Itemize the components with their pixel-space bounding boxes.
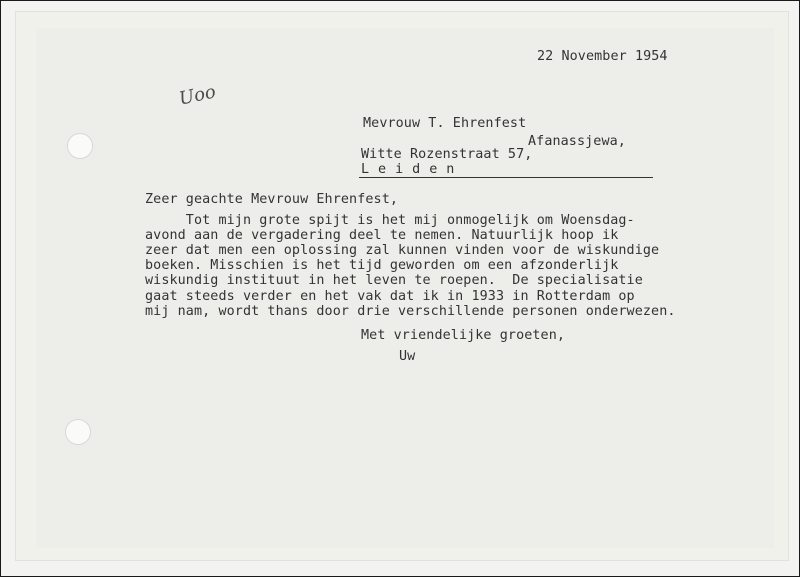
signoff: Uw <box>399 349 416 364</box>
closing: Met vriendelijke groeten, <box>361 328 566 343</box>
letter-date: 22 November 1954 <box>537 49 668 64</box>
punch-hole-top <box>67 133 93 159</box>
body-line-3: zeer dat men een oplossing zal kunnen vinden voor de wiskundige <box>145 243 660 258</box>
body-line-1: Tot mijn grote spijt is het mij onmogelijk om Woensdag- <box>145 213 635 228</box>
punch-hole-bottom <box>65 419 91 445</box>
body-line-7: mij nam, wordt thans door drie verschillende personen onderwezen. <box>145 304 676 319</box>
body-line-2: avond aan de vergadering deel te nemen. Natuurlijk hoop ik <box>145 228 619 243</box>
addressee-line-1: Mevrouw T. Ehrenfest <box>363 116 527 131</box>
salutation: Zeer geachte Mevrouw Ehrenfest, <box>145 192 399 207</box>
addressee-line-3: Witte Rozenstraat 57, <box>361 147 533 162</box>
body-line-5: wiskundig instituut in het leven te roepen. De specialisatie <box>145 273 643 288</box>
addressee-line-2: Afanassjewa, <box>528 134 626 149</box>
handwritten-note: Uoo <box>177 81 218 110</box>
body-line-6: gaat steeds verder en het vak dat ik in 1933 in Rotterdam op <box>145 289 635 304</box>
address-underline <box>359 177 653 178</box>
addressee-city: Leiden <box>361 162 464 177</box>
body-line-4: boeken. Misschien is het tijd geworden om een afzonderlijk <box>145 258 619 273</box>
